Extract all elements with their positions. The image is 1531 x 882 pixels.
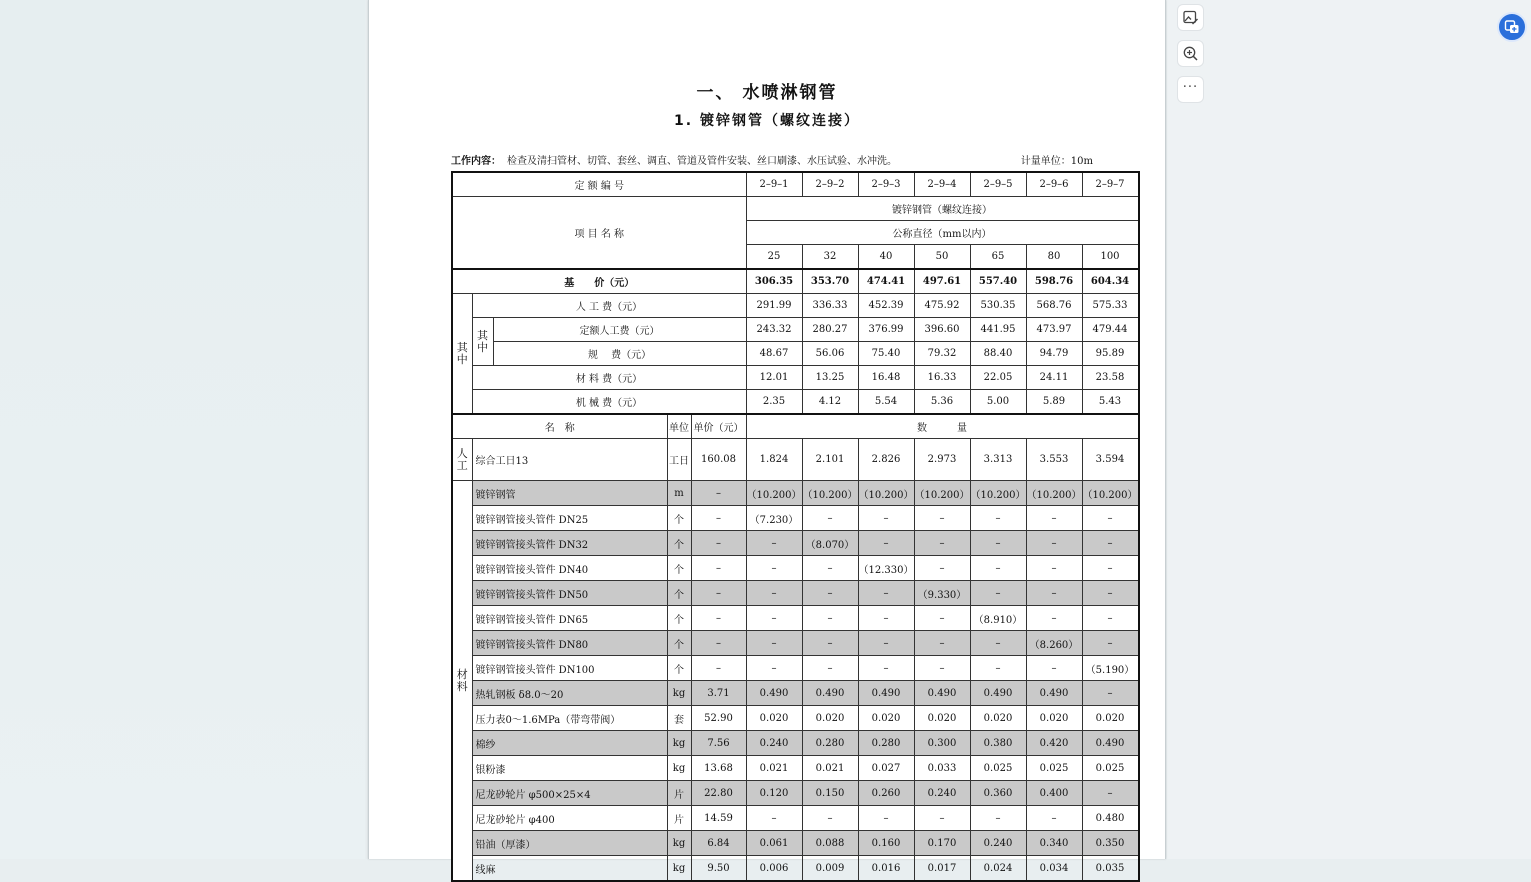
material-qty: – [970, 531, 1026, 556]
code-cell: 2–9–6 [1026, 172, 1082, 197]
material-row [452, 481, 1139, 506]
material-qty: 0.017 [914, 856, 970, 882]
material-name: 镀锌钢管接头管件 DN40 [472, 556, 667, 581]
material-unit: 片 [667, 806, 691, 831]
material-fee-cell: 16.48 [858, 366, 914, 390]
material-qty: – [858, 606, 914, 631]
material-qty: – [1082, 506, 1139, 531]
material-qty: 0.021 [746, 756, 802, 781]
diameter-cell: 25 [746, 245, 802, 270]
material-qty: 0.025 [970, 756, 1026, 781]
material-qty: 0.150 [802, 781, 858, 806]
labor-resource-qty: 3.313 [970, 439, 1026, 481]
material-qty: – [858, 631, 914, 656]
material-unit: 个 [667, 581, 691, 606]
diameter-cell: 100 [1082, 245, 1139, 270]
material-qty: 0.240 [970, 831, 1026, 856]
material-price: 7.56 [691, 731, 746, 756]
material-qty: – [1082, 631, 1139, 656]
code-row [452, 172, 1139, 197]
material-name: 线麻 [472, 856, 667, 882]
material-qty: – [914, 806, 970, 831]
material-qty: 0.020 [858, 706, 914, 731]
regulation-fee-cell: 79.32 [914, 342, 970, 366]
diameter-cell: 50 [914, 245, 970, 270]
material-qty: 0.120 [746, 781, 802, 806]
labor-fee-cell: 291.99 [746, 294, 802, 318]
material-unit: 个 [667, 631, 691, 656]
material-row [452, 656, 1139, 681]
image-edit-button[interactable] [1177, 4, 1204, 31]
code-cell: 2–9–7 [1082, 172, 1139, 197]
material-qty: 0.490 [802, 681, 858, 706]
quota-table [451, 171, 1140, 882]
material-unit: kg [667, 856, 691, 882]
zoom-in-button[interactable] [1177, 40, 1204, 67]
material-qty: 0.020 [914, 706, 970, 731]
material-qty: – [746, 556, 802, 581]
measurement-unit: 计量单位：10m [1020, 156, 1093, 167]
material-name: 镀锌钢管接头管件 DN50 [472, 581, 667, 606]
labor-resource-name: 综合工日13 [472, 439, 667, 481]
material-row [452, 731, 1139, 756]
labor-fee-cell: 575.33 [1082, 294, 1139, 318]
material-qty: 0.024 [970, 856, 1026, 882]
material-qty: 0.020 [746, 706, 802, 731]
material-qty: 0.490 [746, 681, 802, 706]
material-qty: （8.910） [970, 606, 1026, 631]
material-qty: – [1026, 506, 1082, 531]
regulation-fee-cell: 88.40 [970, 342, 1026, 366]
material-qty: – [1082, 531, 1139, 556]
material-qty: 0.035 [1082, 856, 1139, 882]
material-qty: 0.020 [802, 706, 858, 731]
labor-group-label: 人工 [452, 439, 472, 481]
base-price-label: 基 价（元） [452, 269, 746, 294]
labor-fee-cell: 530.35 [970, 294, 1026, 318]
material-qty: 0.490 [1082, 731, 1139, 756]
material-qty: 0.160 [858, 831, 914, 856]
material-qty: – [970, 656, 1026, 681]
material-price: – [691, 556, 746, 581]
material-name: 镀锌钢管接头管件 DN65 [472, 606, 667, 631]
machine-fee-row [452, 390, 1139, 415]
code-label: 定 额 编 号 [452, 172, 746, 197]
work-content-label: 工作内容： [451, 156, 501, 167]
material-qty: 0.380 [970, 731, 1026, 756]
material-qty: 0.420 [1026, 731, 1082, 756]
item-name: 镀锌钢管（螺纹连接） [746, 197, 1139, 221]
material-price: 52.90 [691, 706, 746, 731]
material-name: 镀锌钢管 [472, 481, 667, 506]
material-qty: 0.033 [914, 756, 970, 781]
material-row [452, 506, 1139, 531]
material-qty: 0.020 [970, 706, 1026, 731]
material-price: – [691, 631, 746, 656]
material-qty: – [970, 556, 1026, 581]
material-fee-cell: 24.11 [1026, 366, 1082, 390]
material-qty: – [1026, 581, 1082, 606]
material-name: 镀锌钢管接头管件 DN32 [472, 531, 667, 556]
material-qty: – [746, 606, 802, 631]
material-qty: （9.330） [914, 581, 970, 606]
material-row [452, 681, 1139, 706]
labor-resource-qty: 2.826 [858, 439, 914, 481]
sub-qizhong-label: 其中 [472, 318, 493, 366]
material-qty: 0.016 [858, 856, 914, 882]
translate-app-icon [1504, 19, 1520, 35]
material-qty: 0.340 [1026, 831, 1082, 856]
material-row [452, 831, 1139, 856]
labor-fee-cell: 452.39 [858, 294, 914, 318]
diameter-cell: 40 [858, 245, 914, 270]
material-name: 尼龙砂轮片 φ400 [472, 806, 667, 831]
material-qty: – [970, 631, 1026, 656]
viewer-background-left [0, 0, 365, 859]
base-price-cell: 557.40 [970, 269, 1026, 294]
material-qty: – [1026, 806, 1082, 831]
diameter-cell: 32 [802, 245, 858, 270]
material-qty: – [858, 506, 914, 531]
material-qty: 0.490 [970, 681, 1026, 706]
material-qty: 0.170 [914, 831, 970, 856]
material-qty: 0.490 [1026, 681, 1082, 706]
material-qty: – [1026, 606, 1082, 631]
material-qty: （10.200） [1082, 481, 1139, 506]
material-row [452, 631, 1139, 656]
machine-fee-cell: 5.00 [970, 390, 1026, 415]
material-qty: 0.280 [802, 731, 858, 756]
material-qty: 0.240 [914, 781, 970, 806]
base-price-cell: 598.76 [1026, 269, 1082, 294]
material-price: 13.68 [691, 756, 746, 781]
material-qty: 0.490 [914, 681, 970, 706]
item-name-row [452, 197, 1139, 221]
labor-fee-cell: 475.92 [914, 294, 970, 318]
material-qty: 0.006 [746, 856, 802, 882]
material-qty: （12.330） [858, 556, 914, 581]
material-qty: – [1082, 556, 1139, 581]
material-fee-cell: 22.05 [970, 366, 1026, 390]
material-qty: – [1026, 656, 1082, 681]
material-qty: （8.260） [1026, 631, 1082, 656]
labor-resource-unit: 工日 [667, 439, 691, 481]
material-fee-cell: 13.25 [802, 366, 858, 390]
material-name: 镀锌钢管接头管件 DN25 [472, 506, 667, 531]
material-price: 3.71 [691, 681, 746, 706]
regulation-fee-cell: 56.06 [802, 342, 858, 366]
material-qty: – [746, 531, 802, 556]
more-options-button[interactable] [1177, 76, 1204, 103]
code-cell: 2–9–3 [858, 172, 914, 197]
material-name: 棉纱 [472, 731, 667, 756]
base-price-cell: 497.61 [914, 269, 970, 294]
material-qty: – [858, 581, 914, 606]
material-price: – [691, 656, 746, 681]
material-unit: 片 [667, 781, 691, 806]
floating-app-button[interactable] [1497, 12, 1527, 42]
material-price: – [691, 581, 746, 606]
material-qty: （10.200） [802, 481, 858, 506]
machine-fee-cell: 2.35 [746, 390, 802, 415]
material-unit: kg [667, 831, 691, 856]
material-price: 6.84 [691, 831, 746, 856]
material-qty: 0.020 [1026, 706, 1082, 731]
quota-labor-cell: 376.99 [858, 318, 914, 342]
material-qty: （10.200） [858, 481, 914, 506]
material-fee-row [452, 366, 1139, 390]
material-name: 尼龙砂轮片 φ500×25×4 [472, 781, 667, 806]
labor-resource-row [452, 439, 1139, 481]
labor-resource-qty: 2.101 [802, 439, 858, 481]
resource-header-row [452, 414, 1139, 439]
material-row [452, 756, 1139, 781]
material-qty: （10.200） [746, 481, 802, 506]
regulation-fee-cell: 75.40 [858, 342, 914, 366]
labor-resource-price: 160.08 [691, 439, 746, 481]
material-unit: 套 [667, 706, 691, 731]
qizhong-label: 其中 [452, 294, 472, 415]
labor-fee-cell: 568.76 [1026, 294, 1082, 318]
material-qty: – [858, 656, 914, 681]
material-fee-cell: 16.33 [914, 366, 970, 390]
material-qty: （5.190） [1082, 656, 1139, 681]
regulation-fee-row [452, 342, 1139, 366]
quota-labor-cell: 280.27 [802, 318, 858, 342]
material-qty: – [802, 606, 858, 631]
material-qty: 0.350 [1082, 831, 1139, 856]
material-qty: – [1082, 606, 1139, 631]
image-edit-icon [1182, 9, 1199, 26]
material-row [452, 781, 1139, 806]
zoom-in-icon [1182, 45, 1199, 62]
diameter-cell: 80 [1026, 245, 1082, 270]
item-label: 项 目 名 称 [452, 197, 746, 270]
material-qty: – [914, 606, 970, 631]
labor-resource-qty: 3.594 [1082, 439, 1139, 481]
material-name: 银粉漆 [472, 756, 667, 781]
material-qty: – [914, 531, 970, 556]
machine-fee-cell: 5.54 [858, 390, 914, 415]
material-qty: – [914, 556, 970, 581]
unit-header: 单位 [667, 414, 691, 439]
machine-fee-cell: 4.12 [802, 390, 858, 415]
material-fee-cell: 12.01 [746, 366, 802, 390]
base-price-cell: 353.70 [802, 269, 858, 294]
material-qty: – [802, 806, 858, 831]
labor-resource-qty: 2.973 [914, 439, 970, 481]
material-qty: – [746, 631, 802, 656]
quota-labor-cell: 441.95 [970, 318, 1026, 342]
labor-resource-qty: 3.553 [1026, 439, 1082, 481]
material-unit: 个 [667, 606, 691, 631]
material-qty: （7.230） [746, 506, 802, 531]
regulation-fee-label: 规 费（元） [493, 342, 746, 366]
material-qty: – [1026, 531, 1082, 556]
material-group-label: 材料 [452, 481, 472, 882]
viewer-background-right [1167, 0, 1531, 859]
quota-labor-cell: 479.44 [1082, 318, 1139, 342]
quota-labor-cell: 396.60 [914, 318, 970, 342]
material-fee-cell: 23.58 [1082, 366, 1139, 390]
base-price-cell: 474.41 [858, 269, 914, 294]
material-qty: 0.260 [858, 781, 914, 806]
material-price: – [691, 531, 746, 556]
material-qty: – [802, 631, 858, 656]
material-qty: 0.088 [802, 831, 858, 856]
material-qty: – [914, 656, 970, 681]
document-page [368, 0, 1166, 876]
code-cell: 2–9–2 [802, 172, 858, 197]
material-row [452, 531, 1139, 556]
quota-labor-cell: 243.32 [746, 318, 802, 342]
code-cell: 2–9–1 [746, 172, 802, 197]
material-qty: 0.021 [802, 756, 858, 781]
material-qty: （10.200） [1026, 481, 1082, 506]
labor-fee-label: 人 工 费（元） [472, 294, 746, 318]
material-row [452, 706, 1139, 731]
material-fee-label: 材 料 费（元） [472, 366, 746, 390]
material-qty: – [858, 806, 914, 831]
price-header: 单价（元） [691, 414, 746, 439]
code-cell: 2–9–5 [970, 172, 1026, 197]
code-cell: 2–9–4 [914, 172, 970, 197]
base-price-cell: 604.34 [1082, 269, 1139, 294]
material-qty: – [970, 581, 1026, 606]
material-price: 22.80 [691, 781, 746, 806]
material-name: 镀锌钢管接头管件 DN100 [472, 656, 667, 681]
material-qty: – [802, 556, 858, 581]
work-content-text: 检查及清扫管材、切管、套丝、调直、管道及管件安装、丝口刷漆、水压试验、水冲洗。 [507, 156, 897, 167]
material-qty: – [802, 506, 858, 531]
material-qty: 0.025 [1026, 756, 1082, 781]
material-qty: 0.034 [1026, 856, 1082, 882]
labor-resource-qty: 1.824 [746, 439, 802, 481]
material-name: 压力表0～1.6MPa（带弯带阀） [472, 706, 667, 731]
quota-labor-cell: 473.97 [1026, 318, 1082, 342]
material-qty: 0.490 [858, 681, 914, 706]
material-price: 14.59 [691, 806, 746, 831]
material-qty: （10.200） [914, 481, 970, 506]
material-qty: 0.009 [802, 856, 858, 882]
material-price: – [691, 506, 746, 531]
material-row [452, 606, 1139, 631]
material-qty: – [746, 581, 802, 606]
regulation-fee-cell: 48.67 [746, 342, 802, 366]
material-row [452, 856, 1139, 882]
material-unit: kg [667, 756, 691, 781]
quantity-header: 数 量 [746, 414, 1139, 439]
material-qty: – [914, 506, 970, 531]
material-price: 9.50 [691, 856, 746, 882]
material-qty: – [914, 631, 970, 656]
material-unit: kg [667, 731, 691, 756]
material-qty: – [1082, 781, 1139, 806]
material-qty: 0.280 [858, 731, 914, 756]
material-qty: 0.061 [746, 831, 802, 856]
material-qty: – [1026, 556, 1082, 581]
material-unit: 个 [667, 506, 691, 531]
page-subtitle: 1. 镀锌钢管（螺纹连接） [674, 113, 860, 129]
material-qty: （10.200） [970, 481, 1026, 506]
work-content [451, 152, 897, 167]
material-qty: – [970, 506, 1026, 531]
regulation-fee-cell: 94.79 [1026, 342, 1082, 366]
material-row [452, 581, 1139, 606]
quota-labor-label: 定额人工费（元） [493, 318, 746, 342]
machine-fee-cell: 5.89 [1026, 390, 1082, 415]
material-name: 热轧钢板 δ8.0～20 [472, 681, 667, 706]
material-name: 铅油（厚漆） [472, 831, 667, 856]
material-qty: – [858, 531, 914, 556]
labor-fee-row [452, 294, 1139, 318]
material-qty: 0.480 [1082, 806, 1139, 831]
base-price-cell: 306.35 [746, 269, 802, 294]
quota-labor-row [452, 318, 1139, 342]
material-price: – [691, 606, 746, 631]
material-unit: 个 [667, 556, 691, 581]
material-qty: （8.070） [802, 531, 858, 556]
material-unit: kg [667, 681, 691, 706]
material-unit: m [667, 481, 691, 506]
material-qty: – [970, 806, 1026, 831]
machine-fee-label: 机 械 费（元） [472, 390, 746, 415]
labor-fee-cell: 336.33 [802, 294, 858, 318]
machine-fee-cell: 5.36 [914, 390, 970, 415]
regulation-fee-cell: 95.89 [1082, 342, 1139, 366]
material-qty: 0.025 [1082, 756, 1139, 781]
material-row [452, 556, 1139, 581]
material-qty: 0.400 [1026, 781, 1082, 806]
material-qty: – [746, 806, 802, 831]
material-unit: 个 [667, 531, 691, 556]
material-qty: 0.027 [858, 756, 914, 781]
more-icon: ··· [1182, 79, 1199, 95]
base-price-row [452, 269, 1139, 294]
material-qty: – [746, 656, 802, 681]
material-row [452, 806, 1139, 831]
material-qty: – [802, 581, 858, 606]
material-qty: 0.020 [1082, 706, 1139, 731]
material-price: – [691, 481, 746, 506]
material-name: 镀锌钢管接头管件 DN80 [472, 631, 667, 656]
material-qty: – [802, 656, 858, 681]
diameter-cell: 65 [970, 245, 1026, 270]
diameter-label: 公称直径（mm以内） [746, 221, 1139, 245]
material-qty: – [1082, 681, 1139, 706]
material-qty: 0.360 [970, 781, 1026, 806]
quota-table-body [452, 172, 1139, 881]
material-qty: 0.240 [746, 731, 802, 756]
material-qty: 0.300 [914, 731, 970, 756]
machine-fee-cell: 5.43 [1082, 390, 1139, 415]
name-header: 名 称 [452, 414, 667, 439]
page-title: 一、 水喷淋钢管 [696, 83, 838, 103]
material-unit: 个 [667, 656, 691, 681]
material-qty: – [1082, 581, 1139, 606]
